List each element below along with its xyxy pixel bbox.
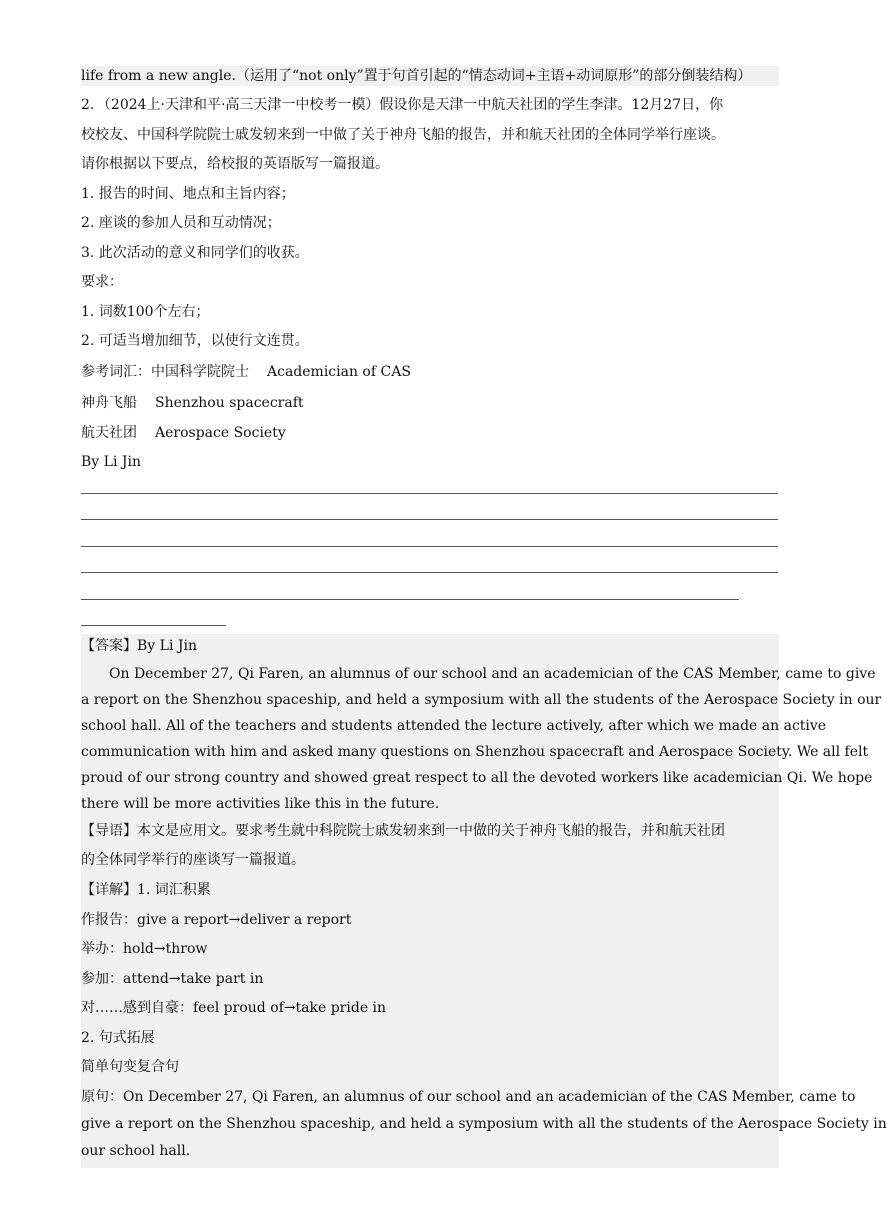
answer-body-line-6: there will be more activities like this in the future. — [81, 796, 440, 812]
answer-body-line-4: communication with him and asked many questions on Shenzhou spacecraft and Aerospace Society. We all felt — [81, 744, 869, 760]
requirement-1: 1. 词数100个左右； — [81, 304, 210, 320]
vocab-en-3: Aerospace Society — [155, 425, 286, 441]
writing-line-4 — [81, 572, 778, 573]
byline: By Li Jin — [81, 454, 141, 470]
answer-body-line-1: On December 27, Qi Faren, an alumnus of our school and an academician of the CAS Member, came to give — [109, 666, 876, 682]
writing-line-1 — [81, 493, 778, 494]
answer-header: 【答案】By Li Jin — [81, 638, 197, 654]
requirement-2: 2. 可适当增加细节，以使行文连贯。 — [81, 333, 309, 349]
vocab-item-1: 作报告：give a report→deliver a report — [81, 912, 352, 928]
point-2: 2. 座谈的参加人员和互动情况； — [81, 215, 281, 231]
vocab-line-1 — [81, 362, 779, 382]
guide-line-1: 【导语】本文是应用文。要求考生就中科院院士戚发轫来到一中做的关于神舟飞船的报告，并和航天社团 — [81, 823, 725, 839]
original-line-3: our school hall. — [81, 1143, 191, 1159]
vocab-cn-1: 参考词汇：中国科学院院士 — [81, 364, 249, 380]
point-1: 1. 报告的时间、地点和主旨内容； — [81, 186, 295, 202]
writing-line-2 — [81, 519, 778, 520]
section2-title: 2. 句式拓展 — [81, 1030, 155, 1046]
detail-header: 【详解】1. 词汇积累 — [81, 882, 211, 898]
original-line-2: give a report on the Shenzhou spaceship, and held a symposium with all the students of the Aerospace Society in — [81, 1116, 887, 1132]
vocab-cn-3: 航天社团 — [81, 425, 137, 441]
question-intro-line-2: 校校友、中国科学院院士戚发轫来到一中做了关于神舟飞船的报告，并和航天社团的全体同学举行座谈。 — [81, 127, 725, 143]
writing-line-5 — [81, 599, 739, 600]
requirements-label: 要求： — [81, 274, 123, 290]
guide-line-2: 的全体同学举行的座谈写一篇报道。 — [81, 852, 305, 868]
vocab-en-1: Academician of CAS — [267, 364, 411, 380]
writing-line-3 — [81, 546, 778, 547]
vocab-item-4: 对……感到自豪：feel proud of→take pride in — [81, 1000, 387, 1016]
original-line-1: 原句：On December 27, Qi Faren, an alumnus of our school and an academician of the CAS Member, came to — [81, 1089, 856, 1105]
top-note: life from a new angle.（运用了“not only”置于句首引起的“情态动词+主语+动词原形”的部分倒装结构） — [81, 66, 779, 86]
vocab-line-2 — [81, 393, 779, 413]
vocab-cn-2: 神舟飞船 — [81, 395, 137, 411]
point-3: 3. 此次活动的意义和同学们的收获。 — [81, 245, 309, 261]
vocab-en-2: Shenzhou spacecraft — [155, 395, 304, 411]
vocab-item-3: 参加：attend→take part in — [81, 971, 264, 987]
question-intro-line-3: 请你根据以下要点，给校报的英语版写一篇报道。 — [81, 156, 389, 172]
answer-body-line-3: school hall. All of the teachers and students attended the lecture actively, after which we made an active — [81, 718, 827, 734]
answer-body-line-2: a report on the Shenzhou spaceship, and held a symposium with all the students of the Aerospace Society in our — [81, 692, 882, 708]
question-intro-line-1: 2．（2024上·天津和平·高三天津一中校考一模）假设你是天津一中航天社团的学生李津。12月27日，你 — [81, 97, 724, 113]
writing-line-6 — [81, 625, 226, 626]
answer-body-line-5: proud of our strong country and showed great respect to all the devoted workers like academician Qi. We hope — [81, 770, 873, 786]
section2-sub: 简单句变复合句 — [81, 1059, 179, 1075]
end-mark: . — [739, 592, 742, 601]
vocab-item-2: 举办：hold→throw — [81, 941, 208, 957]
vocab-line-3 — [81, 423, 779, 443]
